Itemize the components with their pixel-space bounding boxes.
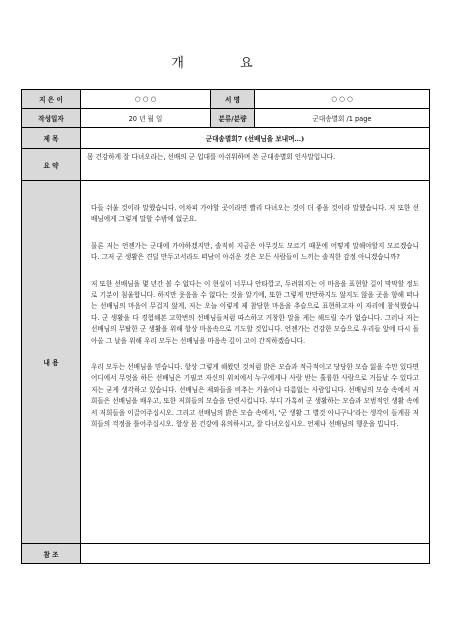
- content-label: 내 용: [22, 181, 81, 544]
- summary-value: 몸 건강하게 잘 다녀오라는, 선배의 군 입대를 아쉬워하며 쓴 군대송별회 인사말입니다.: [81, 149, 430, 181]
- reference-value: [81, 544, 430, 564]
- overview-form: [21, 89, 430, 564]
- subject-row: [22, 128, 430, 149]
- reference-row: [22, 544, 430, 564]
- summary-label: 요 약: [22, 149, 81, 181]
- category-value: 군대송별회 /1 page: [255, 109, 430, 128]
- signature-label: 서 명: [211, 90, 255, 109]
- reference-label: 참 조: [22, 544, 81, 564]
- date-row: [22, 109, 430, 128]
- subject-value: 군대송별회7 (선배님을 보내며…): [81, 128, 430, 149]
- content-paragraph: 우리 모두는 선배님을 믿습니다. 항상 그렇게 해왔던 것처럼 밝은 모습과 적극적이고 당당한 모습 잃을 수만 있다면 어디에서 무엇을 하든 선배님은 기필코 자신의 위치에서 누구에게나 사랑 받는 훌륭한 사람으로 거듭날 수 있다고 저는 굳게 생각하고 있습니다. 선배님은 제와들을 비추는 거울이나 다름없는 사람입니다. 선배님의 모습 속에서 저희들은 선배님을 배우고, 또한 저희들의 모습을 단련시킵니다. 부디 가혹히 군 생활하는 모습과 모범적인 생활 속에서 저희들을 이끌어주십시오. 그리고 선배님의 밝은 모습 속에서, '군 생활 그 별것 아니구나'라는 생각이 들게끔 저희들의 걱정을 틀어주십시오. 항상 몸 건강에 유의하시고, 잘 다녀오십시오. 언제나 선배님의 행운을 빕니다.: [91, 363, 419, 429]
- subject-label: 제 목: [22, 128, 81, 149]
- date-value: 20 년 월 일: [81, 109, 211, 128]
- content-body: [81, 181, 430, 544]
- content-paragraph: 물론 저는 언젠가는 군대에 가야하겠지만, 솔직히 지금은 아무것도 모르기 때문에 어떻게 말해야할지 모르겠습니다. 그저 군 생활은 견딜 만두고서라도 떠남이 아쉬운 것은 모든 사람들이 느끼는 솔직한 감정 아니겠습니까?: [91, 241, 419, 262]
- content-paragraph: 다들 쉬울 것이라 말했습니다. 어차피 가야할 곳이라면 빨리 다녀오는 것이 더 좋을 것이라 말했습니다. 저 또한 선배님에게 그렇게 말할 수밖에 없군요.: [91, 204, 419, 224]
- content-paragraph: 저 또한 선배님을 몇 년간 볼 수 없다는 이 현실이 너무나 안타깝고, 두려워지는 이 마음을 표현할 길이 막막할 정도로 기분이 침울합니다. 하지만 웃음을 수 없다는 것을 알기에, 또한 그렇게 만만하지도 않지도 않을 곳을 향해 떠나는 선배님의 마음이 무겁지 않게, 저는 오늘 이렇게 제 참담한 마음을 추슬으로 표현하고자 이 자리에 참석했습니다. 군 생활을 다 경험해본 고학번의 선배님들처럼 따스하고 거창한 말을 게는 해드릴 수가 없습니다. 그러나 저는 선배님의 무탈한 군 생활을 위해 항상 마음속으로 기도할 것입니다. 언젠가는 건강한 모습으로 우리들 앞에 다시 돌아올 그 날을 위해 우리 모두는 선배님을 마음속 깊이 고이 간직하겠습니다.: [91, 279, 419, 345]
- author-value: ○ ○ ○: [81, 90, 211, 109]
- page-title: 개 요: [171, 56, 279, 71]
- content-row: [22, 181, 430, 544]
- signature-value: ○ ○ ○: [255, 90, 430, 109]
- summary-row: [22, 149, 430, 181]
- category-label: 분류/분량: [211, 109, 255, 128]
- author-row: [22, 90, 430, 109]
- date-label: 작성일자: [22, 109, 81, 128]
- author-label: 지 은 이: [22, 90, 81, 109]
